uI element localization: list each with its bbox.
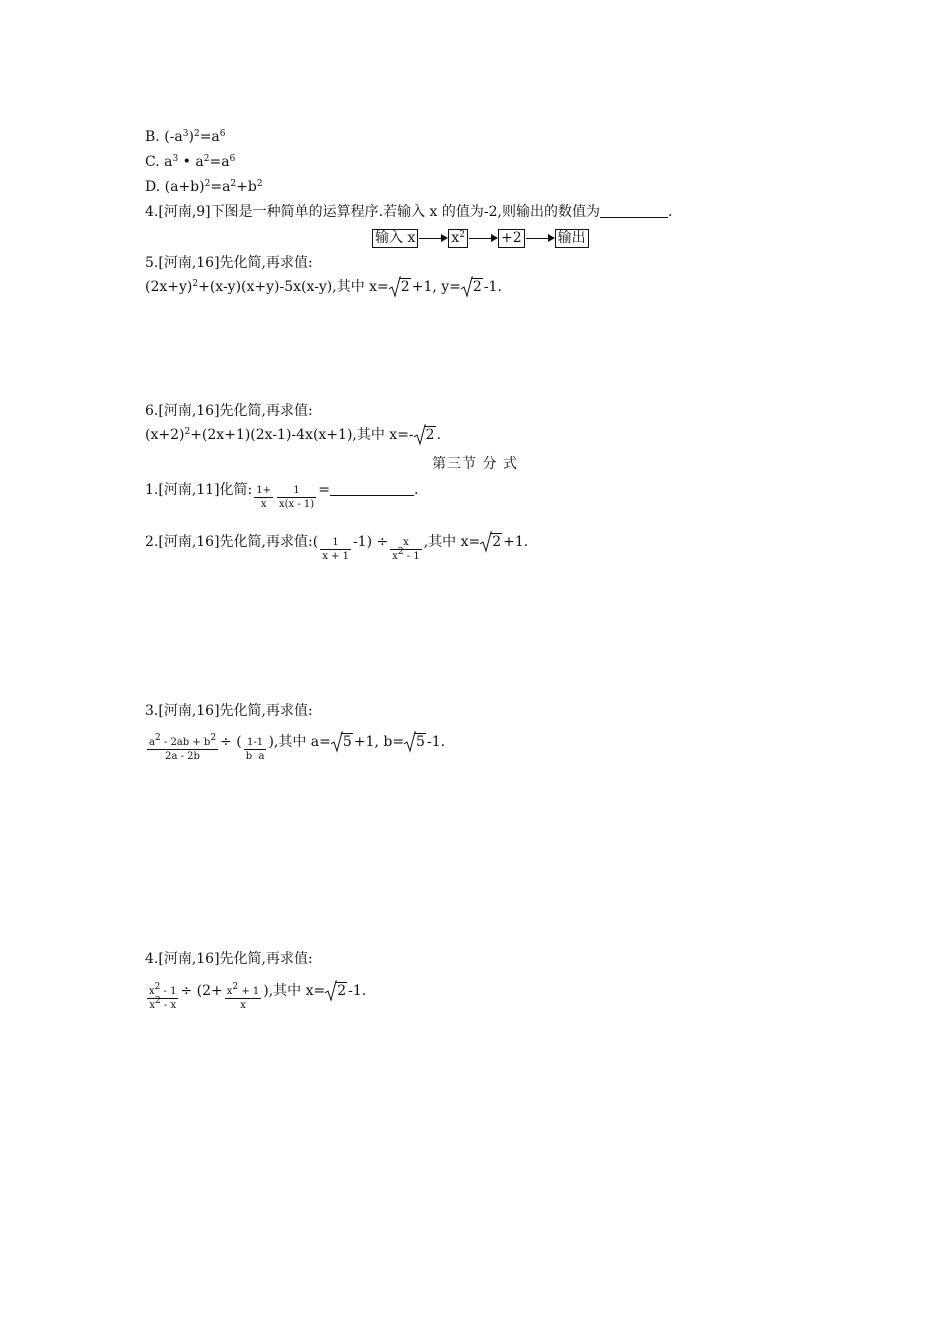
fraction: $\frac{1+}{x}$	[256, 485, 272, 510]
sqrt-icon: 2	[389, 278, 411, 296]
flow-arrow-icon	[469, 238, 497, 239]
question-5-title: 5.[河南,16]先化简,再求值:	[145, 255, 313, 271]
sqrt-icon: 5	[331, 733, 353, 751]
question-4: 4.[河南,9]下图是一种简单的运算程序.若输入 x 的值为-2,则输出的数值为 .	[145, 204, 673, 220]
fraction: $\frac{1}{x(x - 1)}$	[279, 485, 315, 510]
fraction-question-2: 2.[河南,16]先化简,再求值:( $\frac{1}{x + 1}$ -1) ÷ $\frac{x}{x^2 - 1}$ ,其中 x= 2 +1.	[145, 534, 529, 562]
fraction: $\frac{x^2 - 1}{x^2 - x}$	[149, 982, 177, 1011]
fraction-question-3-title: 3.[河南,16]先化简,再求值:	[145, 703, 313, 719]
sqrt-icon: 2	[461, 278, 483, 296]
answer-blank[interactable]	[330, 481, 414, 496]
sqrt-icon: 2	[480, 533, 502, 551]
fraction-question-3-expression: $\frac{a^2 - 2ab + b^2}{2a - 2b}$ ÷ ( $\frac{1-1}{\text{b a}}$ ),其中 a= 5 +1, b= 5 -1.	[149, 733, 446, 762]
fraction-question-4-title: 4.[河南,16]先化简,再求值:	[145, 951, 313, 967]
sqrt-icon: 2	[414, 426, 436, 444]
flow-arrow-icon	[419, 238, 447, 239]
question-6-title: 6.[河南,16]先化简,再求值:	[145, 403, 313, 419]
sqrt-icon: 2	[325, 982, 347, 1000]
flow-add-box: +2	[498, 229, 525, 248]
option-c: C. $a^3$ • $a^2=a^6$	[145, 154, 236, 170]
operation-flowchart	[372, 228, 589, 248]
option-d: D. $(a+b)^2=a^2+b^2$	[145, 179, 263, 195]
flow-output-box: 输出	[555, 229, 589, 248]
option-b: B. $(-a^3)^2=a^6$	[145, 129, 226, 145]
flow-input-box: 输入 x	[372, 229, 418, 248]
flow-arrow-icon	[526, 238, 554, 239]
question-5-expression: $(2x+y)^2+(x-y)(x+y)-5x(x-y)$,其中 x= 2 +1, y= 2 -1.	[145, 279, 502, 295]
fraction: $\frac{x^2 + 1}{x}$	[226, 982, 260, 1011]
fraction-question-4-expression: $\frac{x^2 - 1}{x^2 - x}$ ÷ (2+ $\frac{x^2 + 1}{x}$ ),其中 x= 2 -1.	[149, 982, 367, 1011]
flow-square-box: $x^2$	[448, 229, 468, 248]
question-6-expression: $(x+2)^2+(2x+1)(2x-1)-4x(x+1)$,其中 x=- 2 .	[145, 427, 442, 443]
fraction: $\frac{1}{x + 1}$	[322, 537, 349, 562]
fraction: $\frac{1-1}{\text{b a}}$	[245, 737, 265, 762]
sqrt-icon: 5	[404, 733, 426, 751]
fraction: $\frac{x}{x^2 - 1}$	[392, 537, 420, 562]
section-heading: 第三节 分 式	[432, 456, 518, 472]
answer-blank[interactable]	[600, 203, 668, 218]
fraction: $\frac{a^2 - 2ab + b^2}{2a - 2b}$	[149, 733, 217, 762]
fraction-question-1: 1.[河南,11]化简: $\frac{1+}{x}$ $\frac{1}{x(x - 1)}$ = .	[145, 482, 419, 510]
